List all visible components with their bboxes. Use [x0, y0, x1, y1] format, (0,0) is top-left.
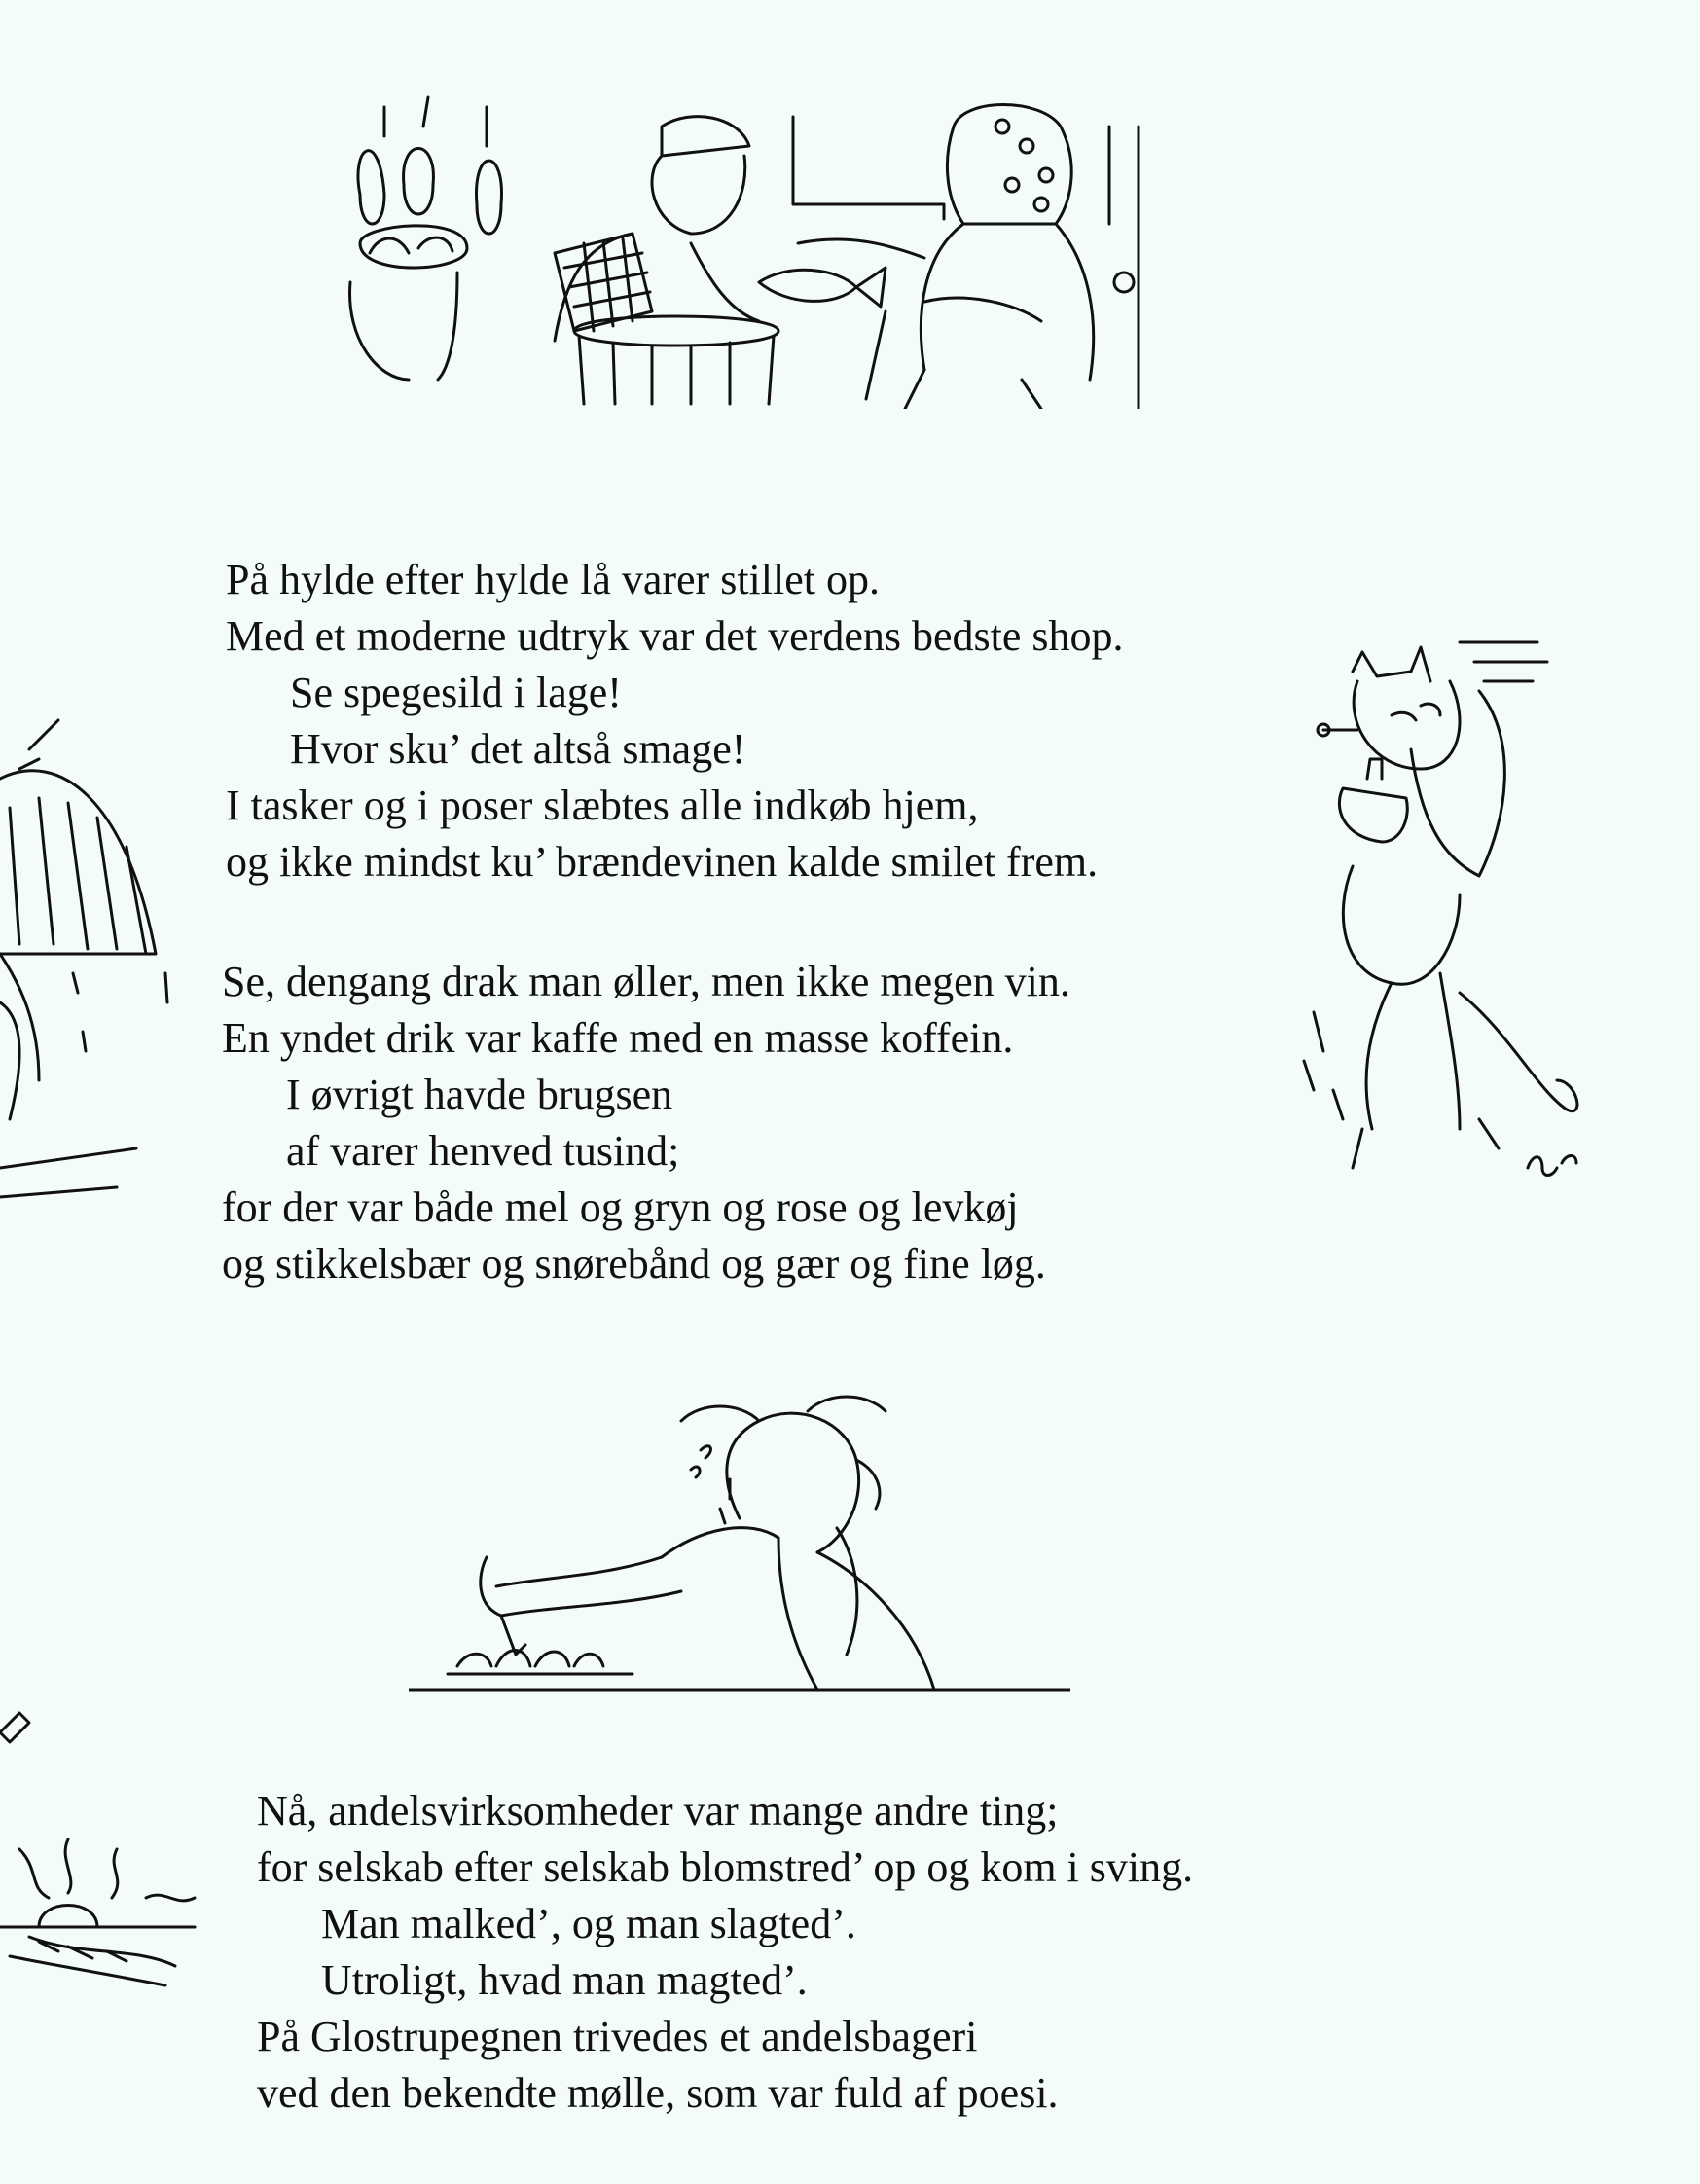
- sunrise-landscape-illustration: [0, 1703, 214, 1995]
- verse-line-indented: Hvor sku’ det altså smage!: [290, 725, 746, 773]
- verse-line-indented: I øvrigt havde brugsen: [286, 1071, 673, 1118]
- verse-line: På hylde efter hylde lå varer stillet op.: [226, 556, 880, 603]
- stanza-1: [226, 552, 1124, 891]
- shop-counter-drawing: [341, 88, 1177, 409]
- devil-with-bottle-drawing: [1284, 623, 1596, 1226]
- shop-counter-illustration: [341, 88, 1177, 409]
- verse-line: En yndet drik var kaffe med en masse koffein.: [222, 1014, 1014, 1062]
- sunrise-landscape-drawing: [0, 1703, 214, 1995]
- crying-woman-chopping-onions-illustration: [409, 1382, 1070, 1693]
- verse-line-indented: af varer henved tusind;: [286, 1127, 680, 1175]
- verse-line: Se, dengang drak man øller, men ikke megen vin.: [222, 958, 1070, 1005]
- verse-line: I tasker og i poser slæbtes alle indkøb hjem,: [226, 782, 979, 829]
- verse-line-indented: Man malked’, og man slagted’.: [321, 1900, 856, 1947]
- verse-line: for selskab efter selskab blomstred’ op og kom i sving.: [257, 1843, 1194, 1891]
- umbrella-figure-illustration: [0, 710, 175, 1217]
- stanza-3: [257, 1783, 1193, 2122]
- verse-line: og ikke mindst ku’ brændevinen kalde smilet frem.: [226, 838, 1099, 886]
- verse-line-indented: Se spegesild i lage!: [290, 669, 622, 716]
- crying-woman-drawing: [409, 1382, 1070, 1693]
- verse-line: På Glostrupegnen trivedes et andelsbageri: [257, 2013, 978, 2060]
- verse-line: og stikkelsbær og snørebånd og gær og fine løg.: [222, 1240, 1046, 1288]
- stanza-2: [222, 954, 1070, 1292]
- verse-line: Nå, andelsvirksomheder var mange andre ting;: [257, 1787, 1059, 1835]
- verse-line: ved den bekendte mølle, som var fuld af poesi.: [257, 2069, 1059, 2117]
- verse-line: Med et moderne udtryk var det verdens bedste shop.: [226, 612, 1124, 660]
- devil-with-bottle-illustration: [1284, 623, 1596, 1226]
- verse-line: for der var både mel og gryn og rose og levkøj: [222, 1183, 1019, 1231]
- verse-line-indented: Utroligt, hvad man magted’.: [321, 1956, 808, 2004]
- umbrella-figure-drawing: [0, 710, 175, 1217]
